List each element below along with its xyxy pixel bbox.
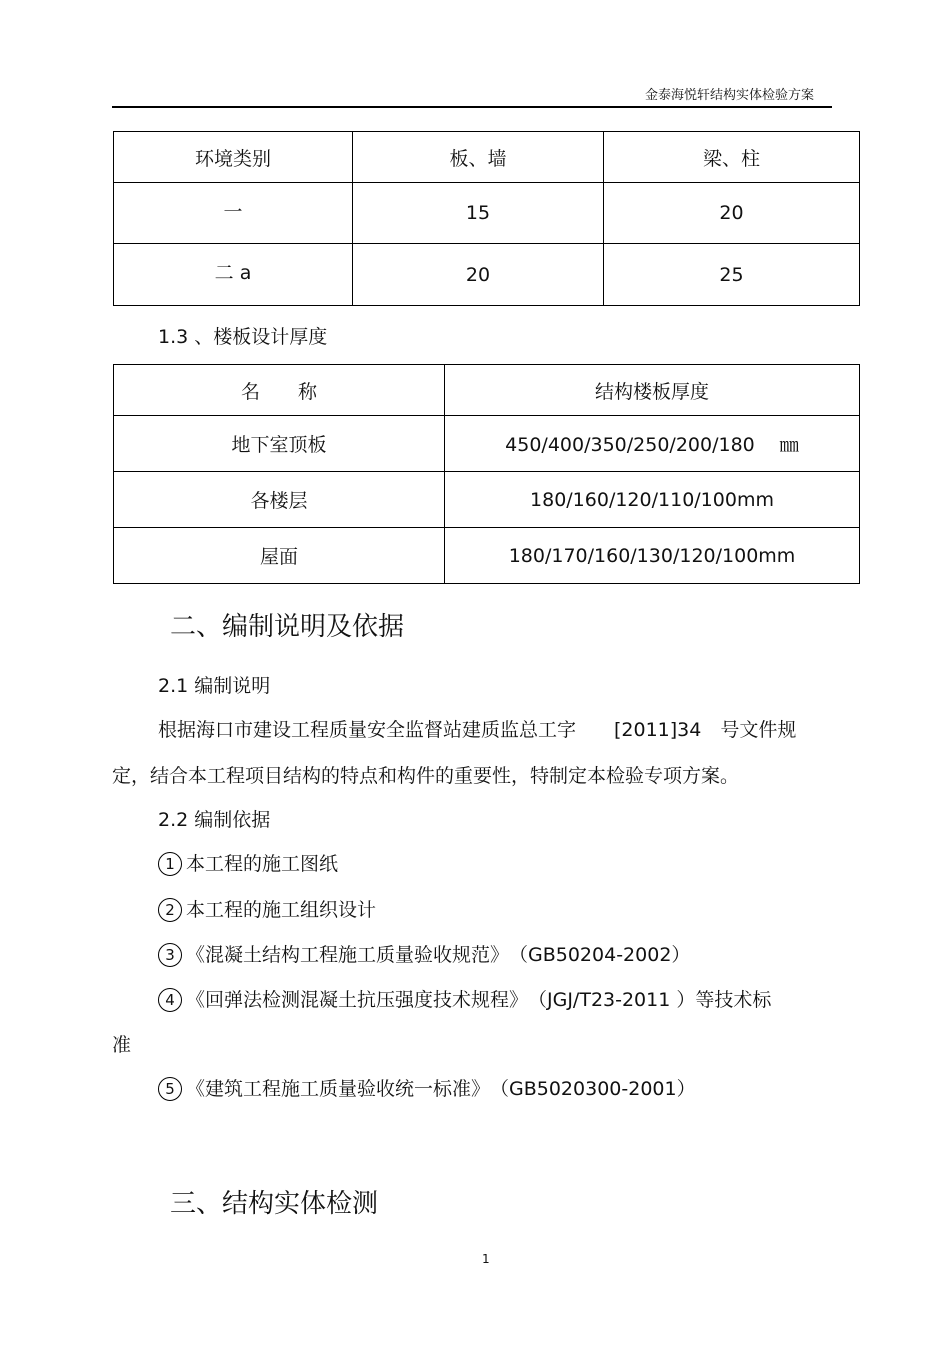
circled-number: 3 — [158, 943, 182, 967]
basis-item-text: 《混凝土结构工程施工质量验收规范》 （GB50204-2002） — [186, 944, 691, 966]
table-cell: 各楼层 — [114, 472, 445, 528]
basis-item-text: 《回弹法检测混凝土抗压强度技术规程》 （JGJ/T23-2011 ）等技术标 — [186, 989, 772, 1011]
slab-thickness-table — [113, 364, 860, 584]
page-number: 1 — [482, 1252, 490, 1266]
section-2-2-title: 2.2 编制依据 — [158, 809, 271, 831]
table-cell: 15 — [353, 183, 604, 244]
table-header-row — [114, 132, 860, 183]
circled-number: 4 — [158, 988, 182, 1012]
table-cell: 20 — [604, 183, 860, 244]
paragraph-line: 定，结合本工程项目结构的特点和构件的重要性，特制定本检验专项方案。 — [112, 765, 740, 787]
paragraph-line: 准 — [112, 1034, 132, 1056]
basis-item — [158, 940, 690, 967]
table-header-cell: 环境类别 — [114, 132, 353, 183]
circled-number: 2 — [158, 898, 182, 922]
basis-item — [158, 849, 338, 876]
section-2-heading: 二、编制说明及依据 — [170, 612, 405, 642]
table-header-cell: 名 称 — [114, 365, 445, 416]
table-cell: 180/170/160/130/120/100mm — [445, 528, 860, 584]
table-row — [114, 472, 860, 528]
basis-item-text: 《建筑工程施工质量验收统一标准》 （GB5020300-2001） — [186, 1078, 696, 1100]
section-2-1-title: 2.1 编制说明 — [158, 675, 271, 697]
table-row — [114, 244, 860, 306]
table-cell: 180/160/120/110/100mm — [445, 472, 860, 528]
table-cell: 20 — [353, 244, 604, 306]
paragraph-line: 根据海口市建设工程质量安全监督站建质监总工字 [2011]34 号文件规 — [158, 719, 797, 741]
table-header-row — [114, 365, 860, 416]
basis-item-text: 本工程的施工组织设计 — [186, 899, 377, 921]
circled-number: 1 — [158, 852, 182, 876]
table-row — [114, 416, 860, 472]
table-header-cell: 板、墙 — [353, 132, 604, 183]
table-cell: 二 a — [114, 244, 353, 306]
page-header — [112, 84, 832, 103]
table-header-cell: 梁、柱 — [604, 132, 860, 183]
section-1-3-title: 1.3 、楼板设计厚度 — [158, 326, 328, 348]
table-cell: 450/400/350/250/200/180 ㎜ — [445, 416, 860, 472]
table-cell: 屋面 — [114, 528, 445, 584]
table-row — [114, 528, 860, 584]
table-row — [114, 183, 860, 244]
section-3-heading: 三、结构实体检测 — [170, 1189, 379, 1219]
table-cell: 地下室顶板 — [114, 416, 445, 472]
basis-item — [158, 1074, 696, 1101]
table-cell: 25 — [604, 244, 860, 306]
header-title: 金泰海悦轩结构实体检验方案 — [644, 88, 814, 103]
table-cell: 一 — [114, 183, 353, 244]
cover-thickness-table — [113, 131, 860, 306]
basis-item-text: 本工程的施工图纸 — [186, 853, 339, 875]
header-rule — [112, 106, 832, 108]
basis-item — [158, 985, 771, 1012]
basis-item — [158, 895, 376, 922]
table-header-cell: 结构楼板厚度 — [445, 365, 860, 416]
circled-number: 5 — [158, 1077, 182, 1101]
